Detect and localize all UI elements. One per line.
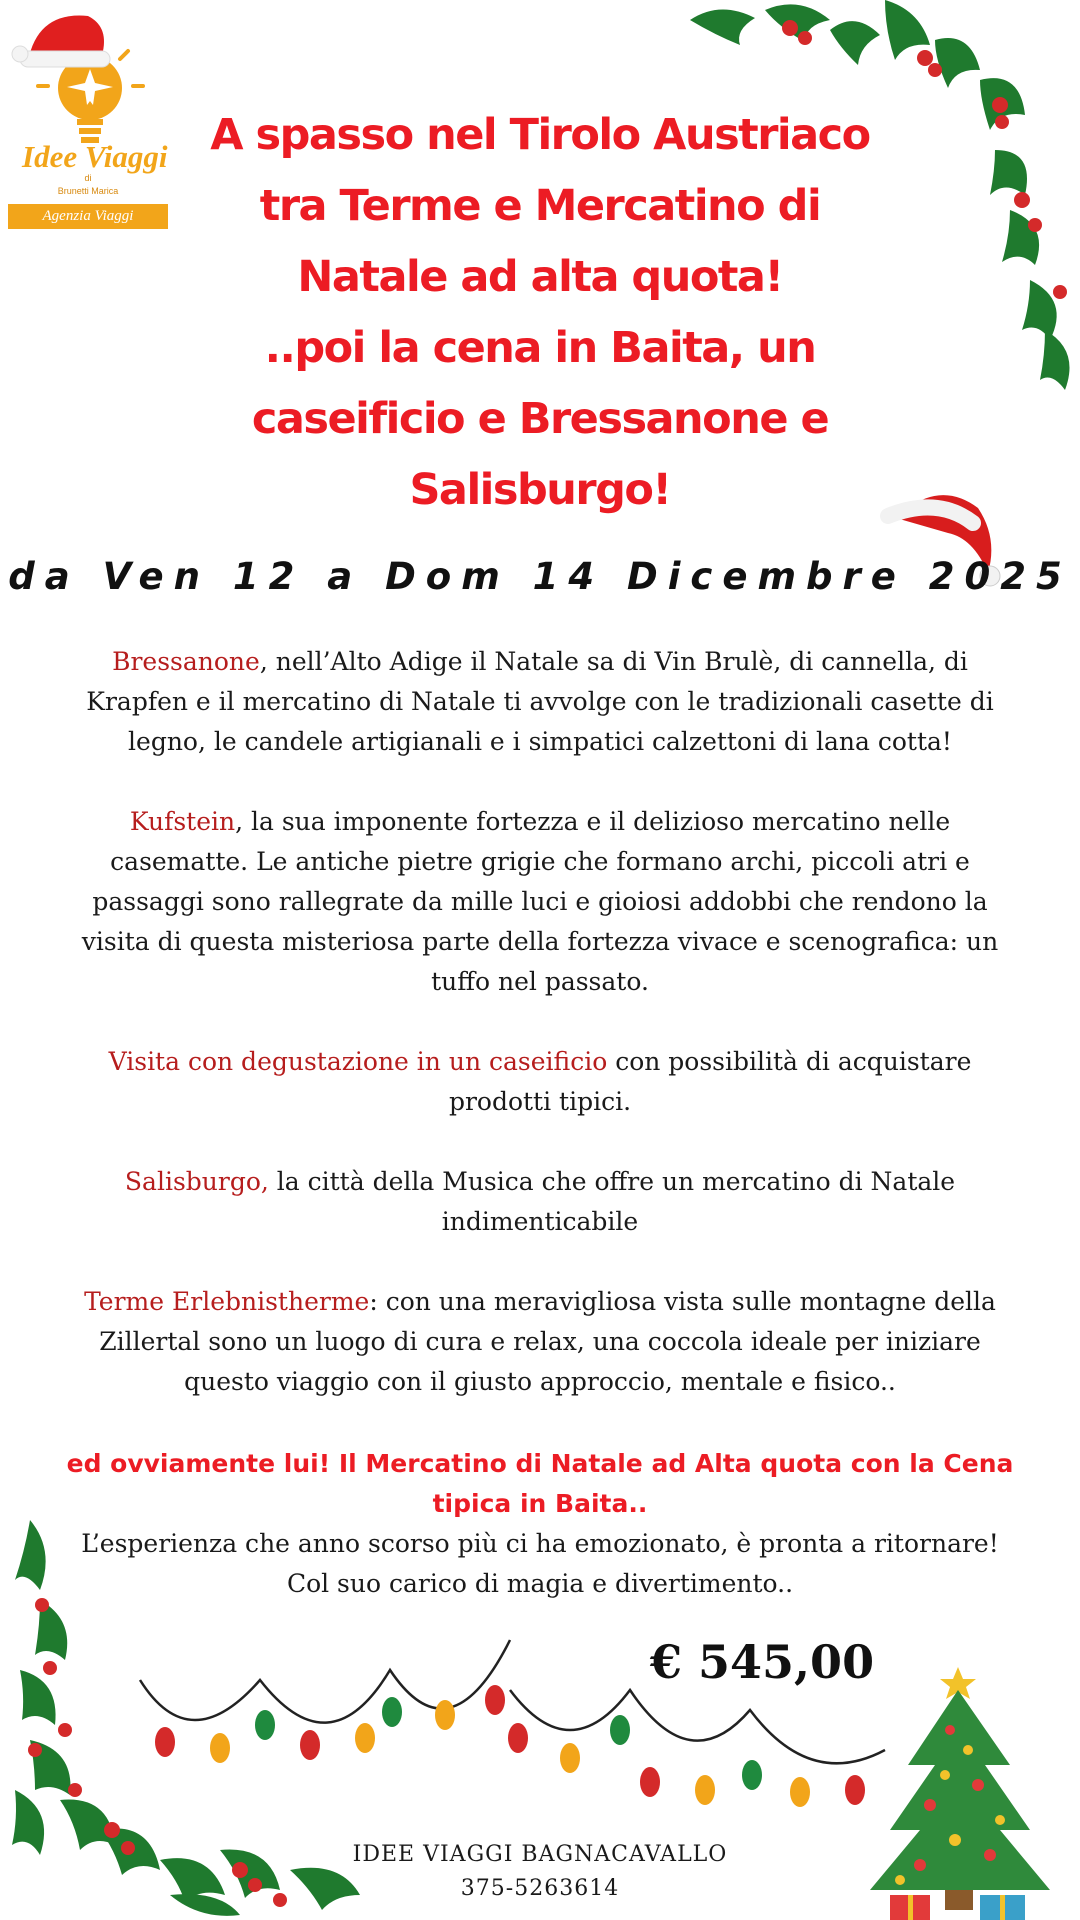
title-line: tra Terme e Mercatino di [259, 181, 821, 231]
paragraph-salisburgo [60, 1162, 1020, 1242]
paragraph-text: , nell’Alto Adige il Natale sa di Vin Brulè, di cannella, di Krapfen e il mercatino di Natale ti avvolge con le tradizionali casette di legno, le candele artigianali e i simpatici calzettoni di lana cotta! [86, 647, 994, 756]
logo-of: di [84, 173, 92, 183]
paragraph-kufstein [60, 802, 1020, 1002]
price: € 545,00 [650, 1635, 875, 1689]
agency-logo [8, 6, 168, 226]
title-line: A spasso nel Tirolo Austriaco [210, 110, 870, 160]
title-line: caseificio e Bressanone e [251, 394, 829, 444]
highlight-mercatino: ed ovviamente lui! Il Mercatino di Natale ad Alta quota con la Cena tipica in Baita.. [66, 1449, 1014, 1518]
trip-dates: da Ven 12 a Dom 14 Dicembre 2025 [8, 555, 1072, 598]
paragraph-bressanone [60, 642, 1020, 762]
title-line: Salisburgo! [409, 465, 671, 515]
footer [0, 1838, 1080, 1906]
paragraph-highlight: Visita con degustazione in un caseificio [108, 1047, 608, 1076]
logo-name: Idee Viaggi [22, 139, 168, 174]
title-line: Natale ad alta quota! [297, 252, 783, 302]
paragraph-text: con possibilità di acquistare prodotti tipici. [448, 1047, 972, 1116]
logo-owner: Brunetti Marica [57, 186, 119, 196]
paragraph-terme [60, 1282, 1020, 1402]
paragraph-text: la città della Musica che offre un mercatino di Natale indimenticabile [268, 1167, 956, 1236]
paragraph-highlight: Kufstein [129, 807, 236, 836]
title-line: ..poi la cena in Baita, un [264, 323, 816, 373]
logo-tagline: Agenzia Viaggi [8, 204, 168, 229]
paragraph-text: , la sua imponente fortezza e il delizioso mercatino nelle casematte. Le antiche pietre grigie che formano archi, piccoli atri e passaggi sono rallegrate da mille luci e gioiosi addobbi che rendono la visita di questa misteriosa parte della fortezza vivace e scenografica: un tuffo nel passato. [81, 807, 999, 996]
paragraph-text: : con una meravigliosa vista sulle montagne della Zillertal sono un luogo di cura e relax, una coccola ideale per iniziare questo viaggio con il giusto approccio, mentale e fisico.. [99, 1287, 996, 1396]
santa-hat-icon [8, 6, 118, 76]
paragraph-highlight: Bressanone [112, 647, 260, 676]
paragraph-highlight: Salisburgo, [124, 1167, 269, 1196]
paragraph-highlight: Terme Erlebnistherme [84, 1287, 370, 1316]
agency-phone: 375-5263614 [460, 1876, 620, 1901]
paragraph-caseificio [60, 1042, 1020, 1122]
page-title [165, 100, 915, 526]
closing-text: L’esperienza che anno scorso più ci ha emozionato, è pronta a ritornare! Col suo carico di magia e divertimento.. [81, 1529, 999, 1598]
agency-name: IDEE VIAGGI BAGNACAVALLO [352, 1842, 728, 1867]
